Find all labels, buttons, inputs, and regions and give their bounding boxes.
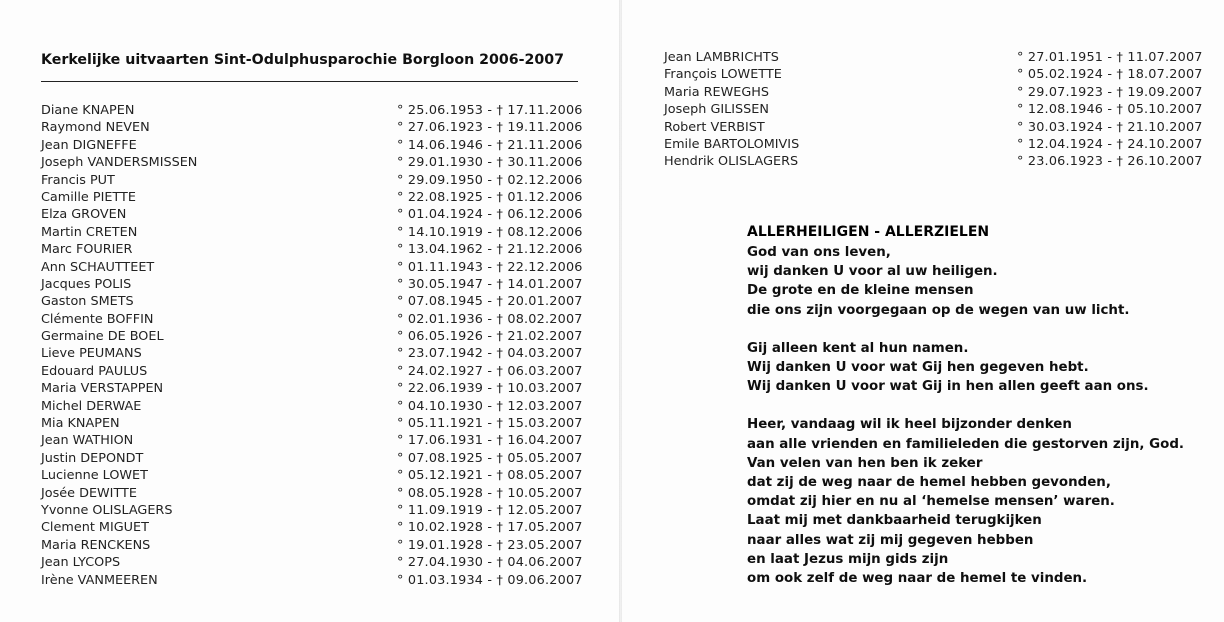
- deceased-name: Mia KNAPEN: [41, 416, 120, 432]
- poem-line: aan alle vrienden en familieleden die gestorven zijn, God.: [747, 436, 1184, 452]
- deceased-name: Maria VERSTAPPEN: [41, 381, 164, 397]
- life-dates: ° 05.11.1921 - † 15.03.2007: [397, 416, 583, 432]
- list-item: [41, 502, 582, 519]
- poem-line: om ook zelf de weg naar de hemel te vinden.: [747, 571, 1088, 587]
- list-item: [41, 137, 582, 154]
- deceased-name: Clémente BOFFIN: [41, 311, 154, 327]
- life-dates: ° 17.06.1931 - † 16.04.2007: [397, 433, 583, 449]
- deceased-name: Edouard PAULUS: [41, 363, 148, 379]
- life-dates: ° 11.09.1919 - † 12.05.2007: [397, 502, 583, 518]
- life-dates: ° 05.02.1924 - † 18.07.2007: [1017, 67, 1203, 83]
- poem-line: die ons zijn voorgegaan op de wegen van uw licht.: [747, 302, 1130, 318]
- list-item: [41, 572, 582, 589]
- list-item: [41, 554, 582, 571]
- life-dates: ° 07.08.1925 - † 05.05.2007: [397, 450, 583, 466]
- list-item: [41, 189, 582, 206]
- life-dates: ° 24.02.1927 - † 06.03.2007: [397, 363, 583, 379]
- list-item: [41, 345, 582, 362]
- deceased-name: Diane KNAPEN: [41, 103, 135, 118]
- poem: [747, 222, 1217, 607]
- poem-line: en laat Jezus mijn gids zijn: [747, 551, 949, 567]
- list-item: [41, 363, 582, 380]
- life-dates: ° 25.06.1953 - † 17.11.2006: [397, 103, 583, 118]
- list-item: [41, 154, 582, 171]
- life-dates: ° 06.05.1926 - † 21.02.2007: [397, 329, 583, 345]
- deceased-name: Joseph VANDERSMISSEN: [41, 155, 198, 171]
- list-item: [41, 102, 582, 119]
- funeral-list-left: [41, 102, 582, 589]
- title-divider: [41, 81, 578, 82]
- deceased-name: Lieve PEUMANS: [41, 346, 142, 362]
- poem-title: ALLERHEILIGEN - ALLERZIELEN: [747, 224, 990, 240]
- list-item: [664, 66, 1205, 83]
- list-item: [41, 224, 582, 241]
- life-dates: ° 12.08.1946 - † 05.10.2007: [1017, 102, 1203, 118]
- deceased-name: Marc FOURIER: [41, 242, 133, 258]
- deceased-name: Raymond NEVEN: [41, 120, 150, 136]
- poem-line: Van velen van hen ben ik zeker: [747, 455, 983, 471]
- poem-stanza: [747, 339, 1217, 397]
- list-item: [41, 537, 582, 554]
- deceased-name: Emile BARTOLOMIVIS: [664, 136, 800, 152]
- life-dates: ° 12.04.1924 - † 24.10.2007: [1017, 136, 1203, 152]
- deceased-name: Jean WATHION: [41, 433, 134, 449]
- life-dates: ° 23.07.1942 - † 04.03.2007: [397, 346, 583, 362]
- deceased-name: Gaston SMETS: [41, 294, 134, 310]
- deceased-name: Jean DIGNEFFE: [41, 137, 137, 153]
- list-item: [41, 276, 582, 293]
- deceased-name: Robert VERBIST: [664, 119, 765, 135]
- life-dates: ° 08.05.1928 - † 10.05.2007: [397, 485, 583, 501]
- deceased-name: Michel DERWAE: [41, 398, 142, 414]
- poem-line: Wij danken U voor wat Gij in hen allen geeft aan ons.: [747, 379, 1149, 395]
- life-dates: ° 27.06.1923 - † 19.11.2006: [397, 120, 583, 136]
- list-item: [664, 136, 1205, 153]
- deceased-name: Maria REWEGHS: [664, 84, 769, 100]
- poem-line: wij danken U voor al uw heiligen.: [747, 264, 998, 280]
- life-dates: ° 23.06.1923 - † 26.10.2007: [1017, 154, 1203, 170]
- list-item: [41, 259, 582, 276]
- list-item: [41, 467, 582, 484]
- life-dates: ° 13.04.1962 - † 21.12.2006: [397, 242, 583, 258]
- deceased-name: Josée DEWITTE: [41, 485, 137, 501]
- deceased-name: Jacques POLIS: [41, 276, 132, 292]
- list-item: [41, 398, 582, 415]
- deceased-name: Maria RENCKENS: [41, 537, 151, 553]
- deceased-name: Jean LYCOPS: [41, 555, 121, 571]
- poem-line: God van ons leven,: [747, 245, 891, 260]
- deceased-name: Camille PIETTE: [41, 189, 136, 205]
- deceased-name: Jean LAMBRICHTS: [664, 50, 779, 65]
- deceased-name: Lucienne LOWET: [41, 468, 148, 484]
- life-dates: ° 10.02.1928 - † 17.05.2007: [397, 520, 583, 536]
- list-item: [41, 206, 582, 223]
- deceased-name: Yvonne OLISLAGERS: [41, 502, 173, 518]
- list-item: [664, 119, 1205, 136]
- life-dates: ° 27.04.1930 - † 04.06.2007: [397, 555, 583, 571]
- life-dates: ° 04.10.1930 - † 12.03.2007: [397, 398, 583, 414]
- deceased-name: Germaine DE BOEL: [41, 329, 164, 345]
- list-item: [41, 450, 582, 467]
- life-dates: ° 29.01.1930 - † 30.11.2006: [397, 155, 583, 171]
- list-item: [41, 415, 582, 432]
- deceased-name: Clement MIGUET: [41, 520, 149, 536]
- list-item: [41, 293, 582, 310]
- poem-line: Wij danken U voor wat Gij hen gegeven hebt.: [747, 360, 1089, 376]
- life-dates: ° 30.03.1924 - † 21.10.2007: [1017, 119, 1203, 135]
- poem-line: Heer, vandaag wil ik heel bijzonder denken: [747, 417, 1072, 433]
- deceased-name: Justin DEPONDT: [41, 450, 144, 466]
- life-dates: ° 29.07.1923 - † 19.09.2007: [1017, 84, 1203, 100]
- poem-line: dat zij de weg naar de hemel hebben gevonden,: [747, 475, 1111, 491]
- poem-line: Laat mij met dankbaarheid terugkijken: [747, 513, 1042, 529]
- poem-line: omdat zij hier en nu al ‘hemelse mensen’ waren.: [747, 494, 1115, 510]
- life-dates: ° 14.10.1919 - † 08.12.2006: [397, 224, 583, 240]
- list-item: [41, 432, 582, 449]
- deceased-name: Ann SCHAUTTEET: [41, 259, 155, 275]
- deceased-name: Francis PUT: [41, 172, 115, 188]
- life-dates: ° 01.11.1943 - † 22.12.2006: [397, 259, 583, 275]
- poem-stanza: [747, 415, 1217, 588]
- life-dates: ° 19.01.1928 - † 23.05.2007: [397, 537, 583, 553]
- right-page: [622, 0, 1224, 622]
- deceased-name: François LOWETTE: [664, 67, 782, 83]
- list-item: [41, 485, 582, 502]
- list-item: [664, 49, 1205, 66]
- life-dates: ° 29.09.1950 - † 02.12.2006: [397, 172, 583, 188]
- list-item: [664, 84, 1205, 101]
- deceased-name: Joseph GILISSEN: [664, 102, 769, 118]
- list-item: [41, 119, 582, 136]
- list-item: [41, 519, 582, 536]
- funeral-list-right: [664, 49, 1205, 171]
- life-dates: ° 01.04.1924 - † 06.12.2006: [397, 207, 583, 223]
- life-dates: ° 14.06.1946 - † 21.11.2006: [397, 137, 583, 153]
- deceased-name: Hendrik OLISLAGERS: [664, 154, 799, 170]
- deceased-name: Irène VANMEEREN: [41, 572, 158, 588]
- list-item: [41, 311, 582, 328]
- life-dates: ° 02.01.1936 - † 08.02.2007: [397, 311, 583, 327]
- deceased-name: Elza GROVEN: [41, 207, 127, 223]
- life-dates: ° 27.01.1951 - † 11.07.2007: [1017, 50, 1203, 65]
- life-dates: ° 05.12.1921 - † 08.05.2007: [397, 468, 583, 484]
- poem-stanza: [747, 243, 1217, 320]
- life-dates: ° 30.05.1947 - † 14.01.2007: [397, 276, 583, 292]
- list-item: [664, 101, 1205, 118]
- list-item: [41, 328, 582, 345]
- life-dates: ° 07.08.1945 - † 20.01.2007: [397, 294, 583, 310]
- list-item: [41, 241, 582, 258]
- poem-line: De grote en de kleine mensen: [747, 283, 974, 299]
- poem-line: naar alles wat zij mij gegeven hebben: [747, 532, 1034, 548]
- list-item: [41, 380, 582, 397]
- poem-line: Gij alleen kent al hun namen.: [747, 340, 969, 356]
- page-title: Kerkelijke uitvaarten Sint-Odulphusparochie Borgloon 2006-2007: [41, 52, 565, 68]
- list-item: [41, 172, 582, 189]
- list-item: [664, 153, 1205, 170]
- life-dates: ° 22.06.1939 - † 10.03.2007: [397, 381, 583, 397]
- life-dates: ° 22.08.1925 - † 01.12.2006: [397, 189, 583, 205]
- life-dates: ° 01.03.1934 - † 09.06.2007: [397, 572, 583, 588]
- deceased-name: Martin CRETEN: [41, 224, 138, 240]
